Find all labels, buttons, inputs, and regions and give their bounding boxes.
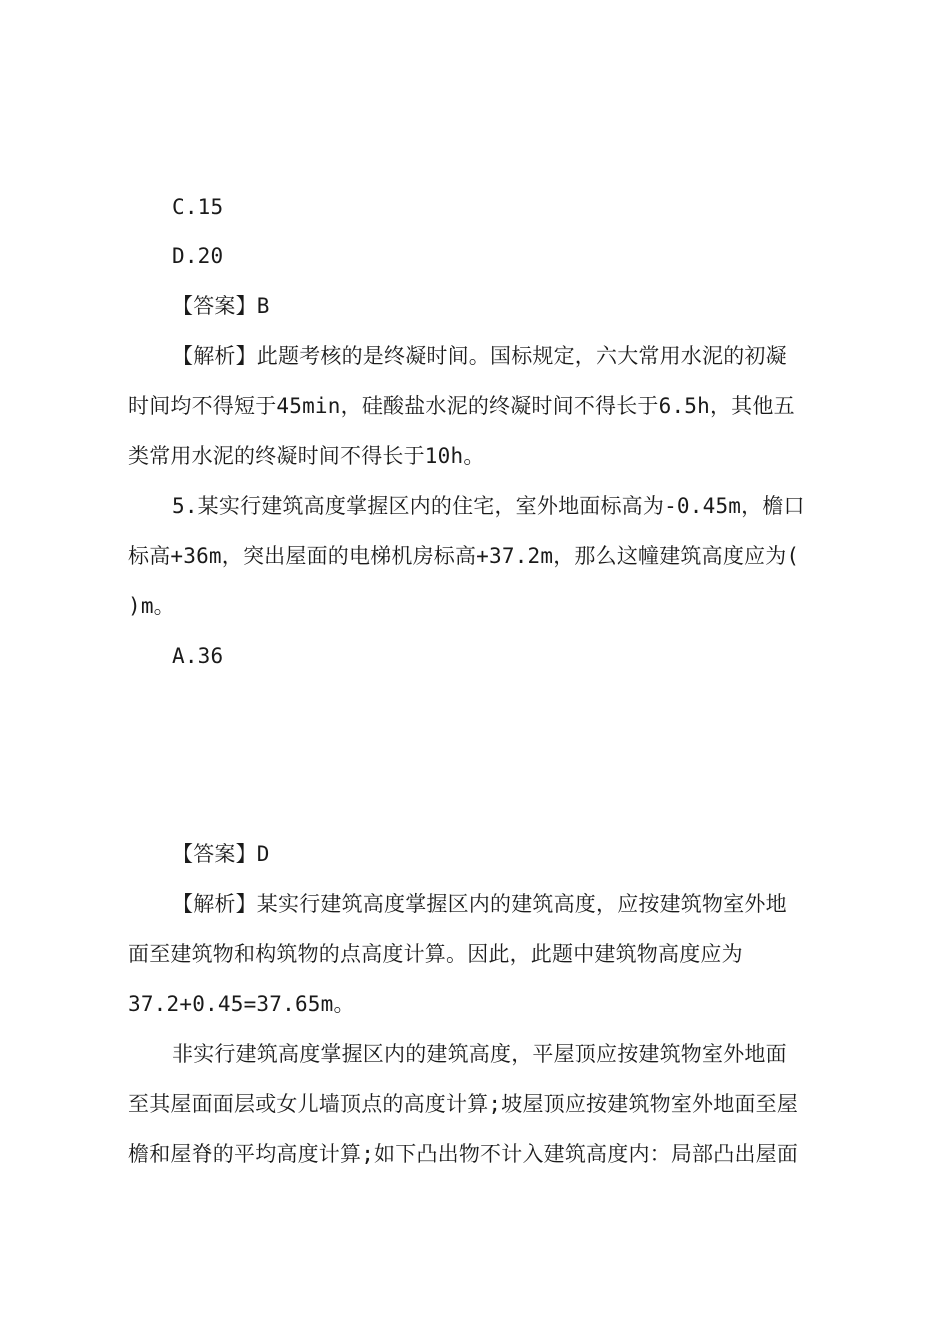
answer-line: 【答案】D [172,842,270,866]
analysis-line: 面至建筑物和构筑物的点高度计算。因此，此题中建筑物高度应为 [128,942,743,966]
analysis-line: 37.2+0.45=37.65m。 [128,992,355,1016]
option-d: D.20 [172,244,224,268]
paragraph-line: 非实行建筑高度掌握区内的建筑高度，平屋顶应按建筑物室外地面 [172,1042,787,1066]
question-line: 标高+36m，突出屋面的电梯机房标高+37.2m，那么这幢建筑高度应为( [128,544,800,568]
option-a: A.36 [172,644,224,668]
paragraph-line: 至其屋面面层或女儿墙顶点的高度计算;坡屋顶应按建筑物室外地面至屋 [128,1092,799,1116]
question-line: )m。 [128,594,175,618]
analysis-line: 类常用水泥的终凝时间不得长于10h。 [128,444,485,468]
paragraph-line: 檐和屋脊的平均高度计算;如下凸出物不计入建筑高度内：局部凸出屋面 [128,1142,799,1166]
analysis-line: 时间均不得短于45min，硅酸盐水泥的终凝时间不得长于6.5h，其他五 [128,394,795,418]
option-c: C.15 [172,195,224,219]
question-line: 5.某实行建筑高度掌握区内的住宅，室外地面标高为-0.45m，檐口 [172,494,805,518]
analysis-line: 【解析】某实行建筑高度掌握区内的建筑高度，应按建筑物室外地 [172,892,787,916]
answer-line: 【答案】B [172,294,270,318]
analysis-line: 【解析】此题考核的是终凝时间。国标规定，六大常用水泥的初凝 [172,344,787,368]
